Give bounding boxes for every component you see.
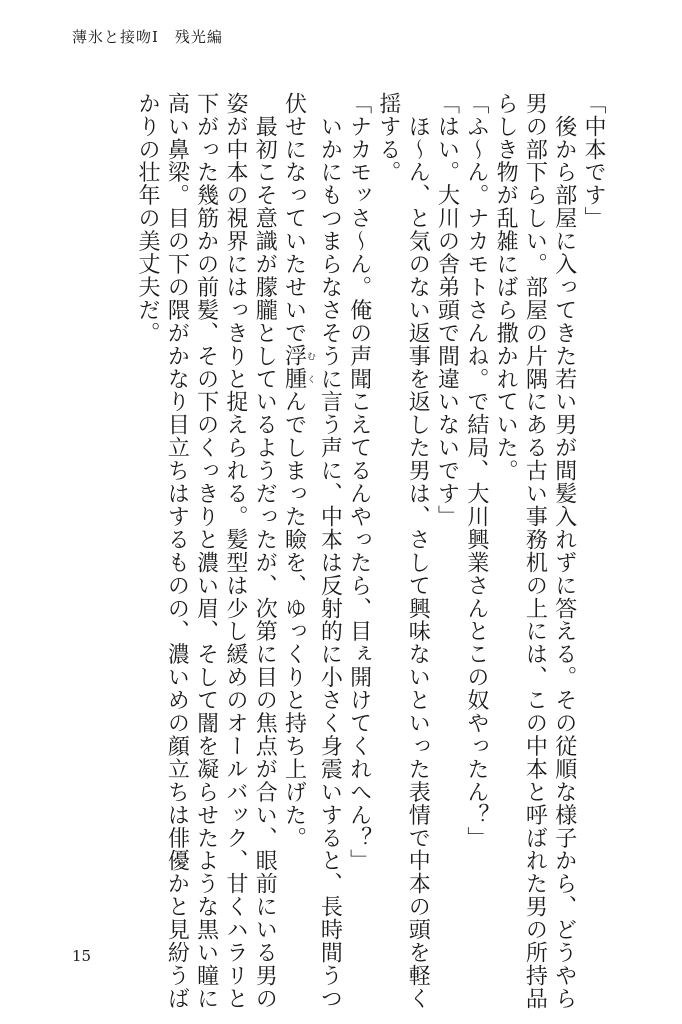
text-line: 姿が中本の視界にはっきりと捉えられる。髪型は少し緩めのオールバック、甘くハラリと: [222, 92, 248, 1010]
ruby-word: [281, 344, 316, 391]
ruby-reading: むく: [305, 344, 316, 391]
text-line: 後から部屋に入ってきた若い男が間髪入れずに答える。その従順な様子から、どうやら: [551, 92, 577, 1010]
text-line: かりの壮年の美丈夫だ。: [135, 92, 161, 345]
text-line: 「中本です」: [581, 92, 606, 230]
text-line: 最初こそ意識が朦朧としているようだったが、次第に目の焦点が合い、眼前にいる男の: [252, 92, 278, 1010]
page-number: 15: [72, 947, 92, 965]
ruby-base: 浮腫: [281, 344, 307, 391]
text-segment: んでしまった瞼を、ゆっくりと持ち上げた。: [281, 390, 307, 850]
text-line: 男の部下らしい。部屋の片隅にある古い事務机の上には、この中本と呼ばれた男の所持品: [522, 92, 548, 1010]
text-line: 揺する。: [375, 92, 401, 184]
text-line: 「ふ～ん。ナカモトさんね。で結局、大川興業さんとこの奴やったん？」: [463, 92, 489, 850]
running-header: 薄氷と接吻Ⅰ 残光編: [72, 28, 223, 46]
text-line: 「はい。大川の舎弟頭で間違いないです」: [434, 92, 460, 529]
text-segment: 伏せになっていたせいで: [281, 92, 307, 345]
text-line-with-ruby: [279, 92, 315, 912]
text-line: らしき物が乱雑にばら撒かれていた。: [493, 92, 519, 483]
text-line: 「ナカモッさ～ん。俺の声聞こえてるんやったら、目ぇ開けてくれへん？」: [346, 92, 372, 873]
text-line: ほ～ん、と気のない返事を返した男は、さして興味ないといった表情で中本の頭を軽く: [405, 92, 431, 1010]
text-line: 下がった幾筋かの前髪、その下のくっきりと濃い眉、そして闇を凝らせたような黒い瞳に: [193, 92, 219, 1010]
text-line: いかにもつまらなさそうに言う声に、中本は反射的に小さく身震いすると、長時間うつ: [317, 92, 343, 1010]
text-line: 高い鼻梁。目の下の隈がかなり目立ちはするものの、濃いめの顔立ちは俳優かと見紛うば: [164, 92, 190, 1010]
